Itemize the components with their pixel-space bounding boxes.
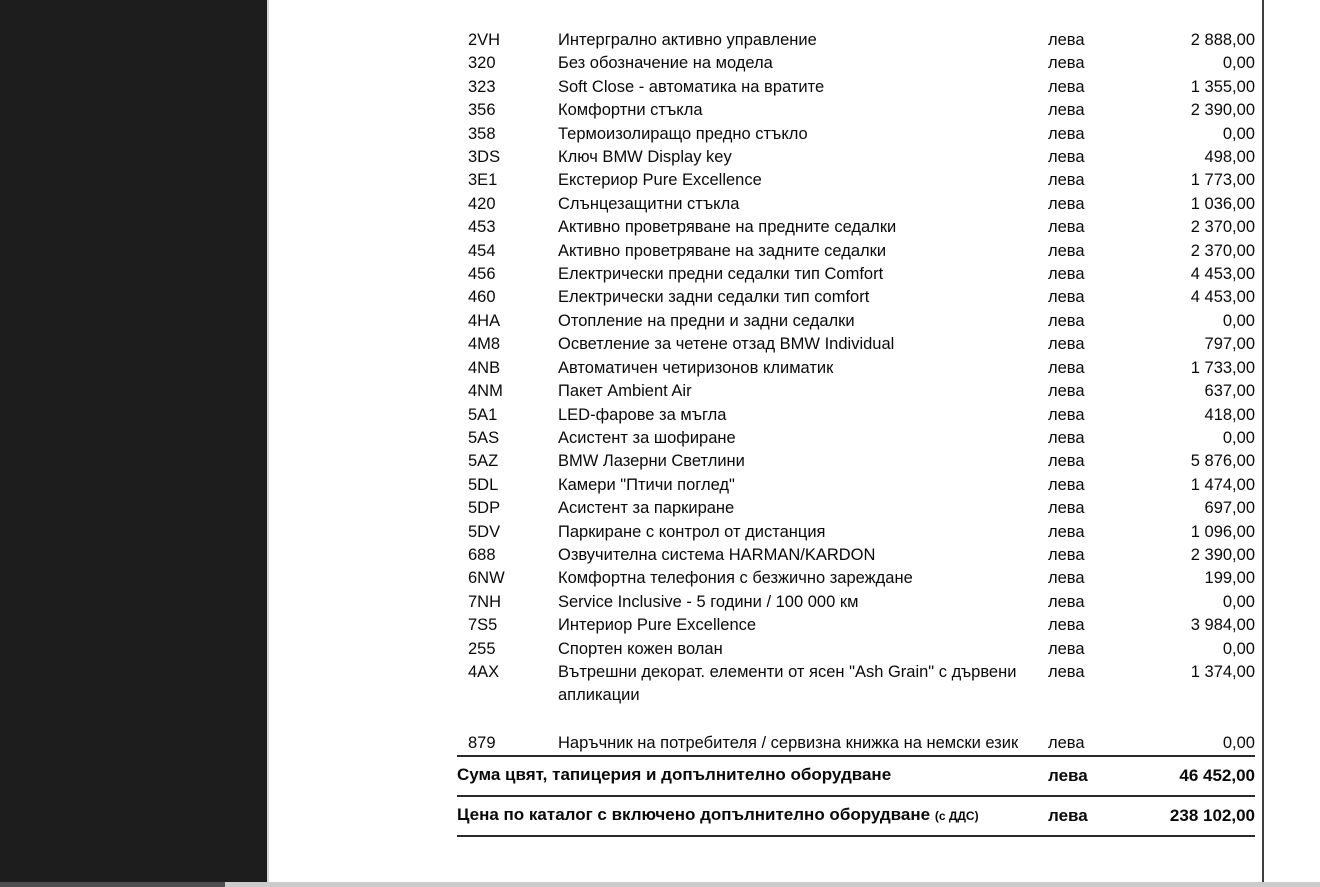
currency-label: лева (1048, 358, 1085, 377)
option-description: Термоизолиращо предно стъкло (558, 124, 808, 143)
currency-label: лева (1048, 616, 1085, 635)
option-price: 1 374,00 (1190, 662, 1255, 681)
horizontal-scrollbar-thumb[interactable] (0, 882, 225, 887)
option-code: 255 (468, 639, 496, 658)
currency-label: лева (1048, 382, 1085, 401)
table-row (457, 99, 1255, 122)
option-code: 454 (468, 241, 496, 260)
option-code: 879 (468, 733, 496, 752)
table-row (457, 521, 1255, 544)
option-code: 5DP (468, 499, 501, 518)
option-price: 797,00 (1204, 335, 1255, 354)
option-description: Интергрално активно управление (558, 31, 817, 49)
option-code: 356 (468, 101, 496, 120)
option-code: 320 (468, 54, 496, 73)
horizontal-scrollbar[interactable] (0, 882, 1320, 887)
option-code: 4M8 (468, 335, 501, 354)
currency-label: лева (1048, 288, 1085, 307)
currency-label: лева (1048, 545, 1085, 564)
currency-label: лева (1048, 265, 1085, 284)
currency-label: лева (1048, 405, 1085, 424)
option-price: 0,00 (1222, 124, 1255, 143)
option-description: Активно проветряване на предните седалки (558, 218, 897, 237)
currency-label: лева (1048, 54, 1085, 73)
table-row (457, 193, 1255, 216)
option-price: 5 876,00 (1190, 452, 1255, 471)
option-code: 460 (468, 288, 496, 307)
currency-label: лева (1048, 335, 1085, 354)
table-row (457, 310, 1255, 333)
grand-total-amount: 238 102,00 (1169, 806, 1255, 826)
option-price: 2 370,00 (1190, 218, 1255, 237)
option-code: 323 (468, 77, 496, 96)
currency-label: лева (1048, 148, 1085, 167)
table-row (457, 263, 1255, 286)
option-description: LED-фарове за мъгла (558, 405, 727, 424)
option-description: Soft Close - автоматика на вратите (558, 77, 825, 96)
option-description: Интериор Pure Excellence (558, 616, 757, 635)
table-row (457, 614, 1255, 637)
option-price: 4 453,00 (1190, 288, 1255, 307)
option-price: 0,00 (1222, 639, 1255, 658)
option-price: 697,00 (1204, 499, 1255, 518)
option-price: 0,00 (1222, 733, 1255, 752)
table-row (457, 544, 1255, 567)
currency-label: лева (1048, 241, 1085, 260)
option-code: 7S5 (468, 616, 498, 635)
table-row (457, 216, 1255, 239)
option-price: 1 096,00 (1190, 522, 1255, 541)
table-row (457, 52, 1255, 75)
option-description: Комфортна телефония с безжично зареждане (558, 569, 913, 588)
option-description: Комфортни стъкла (558, 101, 703, 120)
currency-label: лева (1048, 218, 1085, 237)
option-description: Спортен кожен волан (558, 639, 723, 658)
option-description: Пакет Ambient Air (558, 382, 692, 401)
option-code: 2VH (468, 31, 501, 49)
option-description: Озвучителна система HARMAN/KARDON (558, 545, 876, 564)
option-price: 637,00 (1204, 382, 1255, 401)
currency-label: лева (1048, 592, 1085, 611)
option-description: Автоматичен четиризонов климатик (558, 358, 834, 377)
options-price-table (457, 29, 1255, 837)
table-row (457, 567, 1255, 590)
document-page (267, 0, 1264, 882)
option-code: 5A1 (468, 405, 498, 424)
option-code: 5AZ (468, 452, 499, 471)
option-description: Без обозначение на модела (558, 54, 773, 73)
option-code: 5DL (468, 475, 499, 494)
option-code: 3DS (468, 148, 501, 167)
option-code: 7NH (468, 592, 502, 611)
option-code: 5DV (468, 522, 501, 541)
option-code: 688 (468, 545, 496, 564)
currency-label: лева (1048, 77, 1085, 96)
table-row (457, 286, 1255, 309)
option-code: 4HA (468, 311, 501, 330)
side-panel (0, 0, 267, 882)
grand-total-row (457, 797, 1255, 835)
currency-label: лева (1048, 171, 1085, 190)
currency-label: лева (1048, 569, 1085, 588)
option-description: Осветление за четене отзад BMW Individual (558, 335, 895, 354)
option-price: 4 453,00 (1190, 265, 1255, 284)
option-description: BMW Лазерни Светлини (558, 452, 745, 471)
table-row (457, 357, 1255, 380)
option-description: Електрически предни седалки тип Comfort (558, 265, 884, 284)
grand-total-currency: лева (1048, 806, 1088, 826)
option-code: 6NW (468, 569, 505, 588)
divider (457, 835, 1255, 837)
subtotal-row (457, 757, 1255, 795)
option-code: 4AX (468, 662, 500, 681)
currency-label: лева (1048, 101, 1085, 120)
option-description: Асистент за шофиране (558, 428, 736, 447)
page-right-margin (1264, 0, 1320, 887)
option-description: Паркиране с контрол от дистанция (558, 522, 826, 541)
table-row (457, 333, 1255, 356)
option-description: Активно проветряване на задните седалки (558, 241, 887, 260)
option-price: 1 355,00 (1190, 77, 1255, 96)
option-price: 1 773,00 (1190, 171, 1255, 190)
option-price: 3 984,00 (1190, 616, 1255, 635)
option-code: 3E1 (468, 171, 498, 190)
option-description: Ключ BMW Display key (558, 148, 732, 167)
option-description: Вътрешни декорат. елементи от ясен "Ash Grain" с дървени апликации (558, 662, 1017, 705)
currency-label: лева (1048, 733, 1085, 752)
currency-label: лева (1048, 662, 1085, 681)
option-description: Екстериор Pure Excellence (558, 171, 762, 190)
table-row (457, 732, 1255, 755)
option-code: 4NB (468, 358, 501, 377)
totals-section (457, 755, 1255, 837)
currency-label: лева (1048, 124, 1085, 143)
grand-total-label-suffix: (с ДДС) (934, 809, 979, 824)
table-row (457, 240, 1255, 263)
option-price: 2 888,00 (1190, 31, 1255, 49)
option-code: 4NM (468, 382, 503, 401)
currency-label: лева (1048, 428, 1085, 447)
currency-label: лева (1048, 452, 1085, 471)
option-code: 5AS (468, 428, 500, 447)
option-description: Наръчник на потребителя / сервизна книжка на немски език (558, 733, 1019, 752)
subtotal-currency: лева (1048, 766, 1088, 786)
option-price: 2 390,00 (1190, 545, 1255, 564)
table-row (457, 404, 1255, 427)
option-price: 2 390,00 (1190, 101, 1255, 120)
grand-total-label: Цена по каталог с включено допълнително оборудване (с ДДС) (457, 805, 979, 825)
table-row (457, 123, 1255, 146)
table-row (457, 474, 1255, 497)
currency-label: лева (1048, 31, 1085, 49)
table-row (457, 591, 1255, 614)
option-price: 498,00 (1204, 148, 1255, 167)
table-row (457, 638, 1255, 661)
option-price: 1 036,00 (1190, 194, 1255, 213)
option-description: Асистент за паркиране (558, 499, 735, 518)
currency-label: лева (1048, 499, 1085, 518)
option-description: Електрически задни седалки тип comfort (558, 288, 870, 307)
currency-label: лева (1048, 522, 1085, 541)
option-price: 199,00 (1204, 569, 1255, 588)
option-price: 0,00 (1222, 592, 1255, 611)
option-description: Отопление на предни и задни седалки (558, 311, 855, 330)
currency-label: лева (1048, 311, 1085, 330)
table-row (457, 661, 1255, 708)
option-code: 456 (468, 265, 496, 284)
currency-label: лева (1048, 194, 1085, 213)
table-row (457, 427, 1255, 450)
table-row (457, 146, 1255, 169)
table-row (457, 76, 1255, 99)
option-code: 420 (468, 194, 496, 213)
option-description: Слънцезащитни стъкла (558, 194, 740, 213)
option-price: 2 370,00 (1190, 241, 1255, 260)
option-price: 0,00 (1222, 54, 1255, 73)
option-price: 0,00 (1222, 311, 1255, 330)
table-row (457, 169, 1255, 192)
table-row (457, 380, 1255, 403)
option-code: 453 (468, 218, 496, 237)
table-row (457, 497, 1255, 520)
option-description: Камери "Птичи поглед" (558, 475, 735, 494)
option-description: Service Inclusive - 5 години / 100 000 км (558, 592, 859, 611)
option-price: 1 474,00 (1190, 475, 1255, 494)
subtotal-amount: 46 452,00 (1179, 766, 1255, 786)
table-row (457, 29, 1255, 52)
option-price: 0,00 (1222, 428, 1255, 447)
options-list (457, 29, 1255, 755)
option-price: 418,00 (1204, 405, 1255, 424)
currency-label: лева (1048, 475, 1085, 494)
option-code: 358 (468, 124, 496, 143)
currency-label: лева (1048, 639, 1085, 658)
subtotal-label: Сума цвят, тапицерия и допълнително оборудване (457, 765, 892, 785)
option-price: 1 733,00 (1190, 358, 1255, 377)
table-row (457, 450, 1255, 473)
